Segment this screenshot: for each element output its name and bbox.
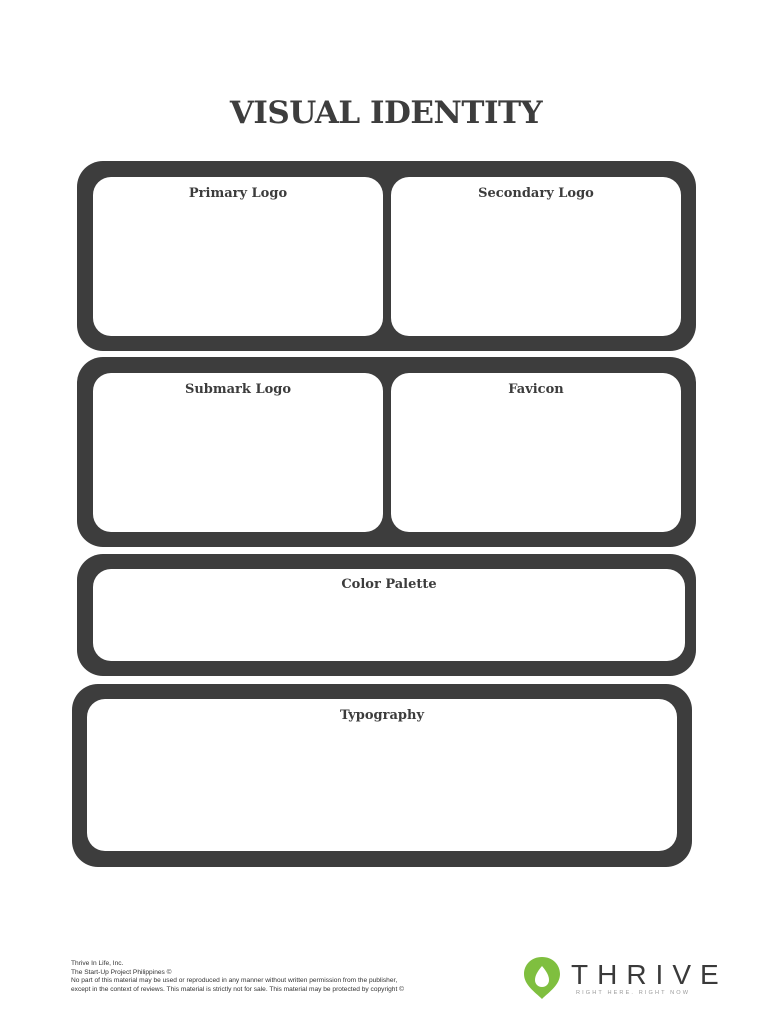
footer-line: except in the context of reviews. This material is strictly not for sale. This material may be protected by copyright © [71,985,404,993]
color-palette-panel[interactable] [93,569,685,661]
page-title: VISUAL IDENTITY [229,95,543,131]
typography-frame [72,684,692,867]
brand-tagline: RIGHT HERE. RIGHT NOW [576,990,691,996]
leaf-drop-icon [521,955,563,1001]
mark-row-frame [77,357,696,547]
logo-row-frame [77,161,696,351]
brand-name: THRIVE [571,959,728,990]
submark-logo-label: Submark Logo [184,382,292,397]
favicon-panel[interactable] [391,373,681,532]
favicon-label: Favicon [508,382,564,397]
primary-logo-panel[interactable] [93,177,383,336]
color-palette-frame [77,554,696,676]
typography-label: Typography [339,708,425,723]
secondary-logo-label: Secondary Logo [478,186,594,201]
submark-logo-panel[interactable] [93,373,383,532]
color-palette-label: Color Palette [341,577,437,592]
footer-copyright [71,960,491,994]
footer-line: Thrive In Life, Inc. [71,960,124,967]
footer-line: No part of this material may be used or reproduced in any manner without written permission from the publisher, [71,977,398,985]
footer-line: The Start-Up Project Philippines © [71,968,172,976]
primary-logo-label: Primary Logo [188,186,288,201]
typography-panel[interactable] [87,699,677,851]
secondary-logo-panel[interactable] [391,177,681,336]
